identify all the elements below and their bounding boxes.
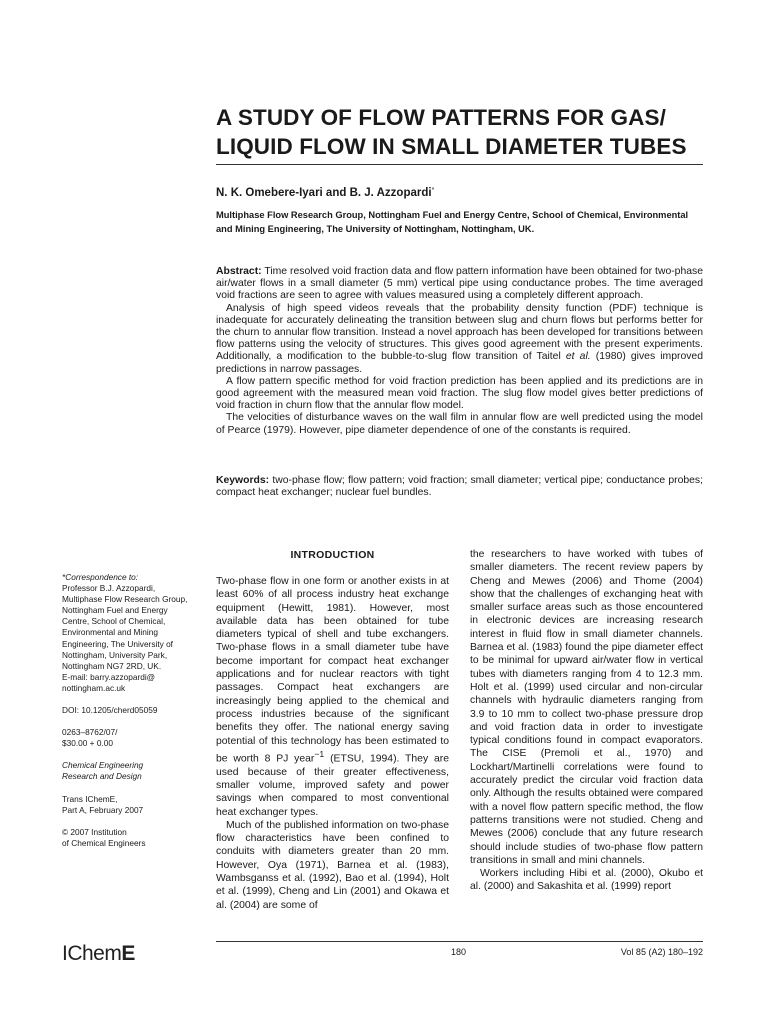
abstract-paragraph-2: Analysis of high speed videos reveals that the probability density function (PDF) technique is inadequate for accurately delineating the transition between slug and churn flows but performs better for the churn to annular flow transition. Instead a novel approach has been developed for transitions between flow patterns using the velocity of structures. This gives good agreement with the present experiments. Additionally, a modification to the bubble-to-slug flow transition of Taitel et al. (1980) gives improved predictions in narrow passages. xyxy=(216,302,703,375)
correspondence-label: *Correspondence to: xyxy=(62,572,139,582)
keywords xyxy=(216,475,703,499)
page-number: 180 xyxy=(451,947,467,957)
abstract-paragraph-3: A flow pattern specific method for void fraction prediction has been applied and its predictions are in good agreement with the measured mean void fraction. The slug flow model gives better predictions of void fraction in churn flow that the annular flow model. xyxy=(216,375,703,412)
abstract-paragraph-1: Abstract: Time resolved void fraction data and flow pattern information have been obtained for two-phase air/water flows in a small diameter (5 mm) vertical pipe using conductance probes. The time averaged void fractions are seen to agree with values measured using a completely different approach. xyxy=(216,266,703,302)
section-heading-introduction: INTRODUCTION xyxy=(290,549,375,561)
sidebar-notes xyxy=(62,572,192,860)
volume-info: Vol 85 (A2) 180–192 xyxy=(620,947,703,957)
correspondence-block xyxy=(62,572,192,694)
author-names: N. K. Omebere-Iyari and B. J. Azzopardi xyxy=(216,187,432,199)
body-column-left xyxy=(216,575,449,912)
abstract xyxy=(216,266,703,437)
icheme-logo: IChemE xyxy=(62,942,135,965)
doi: DOI: 10.1205/cherd05059 xyxy=(62,705,158,716)
correspondence-marker: * xyxy=(431,187,435,194)
body-column-right xyxy=(470,548,703,894)
correspondence-address: Professor B.J. Azzopardi, Multiphase Flow Research Group, Nottingham Fuel and Energy Centre, School of Chemical, Environmental and Mining Engineering, The University of Nottingham, University Park, Nottingham NG7 2RD, UK. xyxy=(62,583,188,671)
title-line-1: A STUDY OF FLOW PATTERNS FOR GAS/ xyxy=(216,105,666,130)
footer-rule xyxy=(216,941,703,942)
intro-paragraph-2: Much of the published information on two-phase flow characteristics have been confined to conduits with diameters greater than 20 mm. However, Oya (1971), Barnea et al. (1983), Wambsganss et al. (1992), Bao et al. (1994), Holt et al. (1999), Cheng and Lin (2001) and Okawa et al. (2004) are some of xyxy=(216,819,449,911)
title-line-2: LIQUID FLOW IN SMALL DIAMETER TUBES xyxy=(216,134,687,159)
intro-paragraph-4: Workers including Hibi et al. (2000), Okubo et al. (2000) and Sakashita et al. (1999) report xyxy=(470,868,703,893)
intro-paragraph-1: Two-phase flow in one form or another exists in at least 60% of all process industry heat exchange equipment (Hewitt, 1981). However, most available data has been obtained for tube diameters typical of shell and tube exchangers. Two-phase flows in a small diameter tube have become important for compact heat exchanger applications and for nuclear reactors with tight passages. Compact heat exchangers are increasingly being applied to the chemical and process industries because of the significant benefits they offer. The national energy saving potential of this technology has been estimated to be worth 8 PJ year$^{-1}$ (ETSU, 1994). They are used because of their greater effectiveness, smaller volume, improved safety and power savings when compared to most conventional heat exchanger types. xyxy=(216,576,449,818)
abstract-paragraph-4: The velocities of disturbance waves on the wall film in annular flow are well predicted using the model of Pearce (1979). However, pipe diameter dependence of one of the constants is required. xyxy=(216,412,703,436)
email-line-1: E-mail: barry.azzopardi@ xyxy=(62,671,156,682)
keywords-text: two-phase flow; flow pattern; void fraction; small diameter; vertical pipe; conductance probes; compact heat exchanger; nuclear fuel bundles. xyxy=(216,475,703,499)
copyright: © 2007 Institution of Chemical Engineers xyxy=(62,826,146,848)
affiliation: Multiphase Flow Research Group, Nottingham Fuel and Energy Centre, School of Chemical, Environmental and Mining Engineering, The University of Nottingham, Nottingham, UK. xyxy=(216,210,689,234)
abstract-label: Abstract: xyxy=(216,266,262,277)
email-line-2: nottingham.ac.uk xyxy=(62,682,126,693)
issn: 0263–8762/07/ $30.00 + 0.00 xyxy=(62,727,118,749)
trans-info: Trans IChemE, Part A, February 2007 xyxy=(62,793,144,815)
title-rule xyxy=(216,164,703,165)
article-title xyxy=(216,103,706,161)
keywords-label: Keywords: xyxy=(216,475,270,486)
journal-name: Chemical Engineering Research and Design xyxy=(62,760,144,782)
authors xyxy=(216,187,434,199)
intro-paragraph-3: the researchers to have worked with tubes of smaller diameters. The recent review papers by Cheng and Mewes (2006) and Thome (2004) show that the challenges of exchanging heat with smaller surface areas such as those encountered in electronic devices are increasing research interest in fluid flow in small diameter channels. Barnea et al. (1983) found the pipe diameter effect to be minimal for upward air/water flow in vertical tubes with diameters ranging from 4 to 12.3 mm. Holt et al. (1999) used circular and non-circular channels with hydraulic diameters ranging from 3.9 to 10 mm to collect two-phase pressure drop and void fraction data in order to investigate typical conditions found in compact evaporators. The CISE (Premoli et al., 1970) and Lockhart/Martinelli correlations were found to accurately predict the circular void fraction data only. Although the results obtained were compared with a novel flow pattern specific method, the flow patterns transitions were not studied. Cheng and Mewes (2006) conclude that any future research should include studies of two-phase flow pattern transitions in small and mini channels. xyxy=(470,549,703,866)
